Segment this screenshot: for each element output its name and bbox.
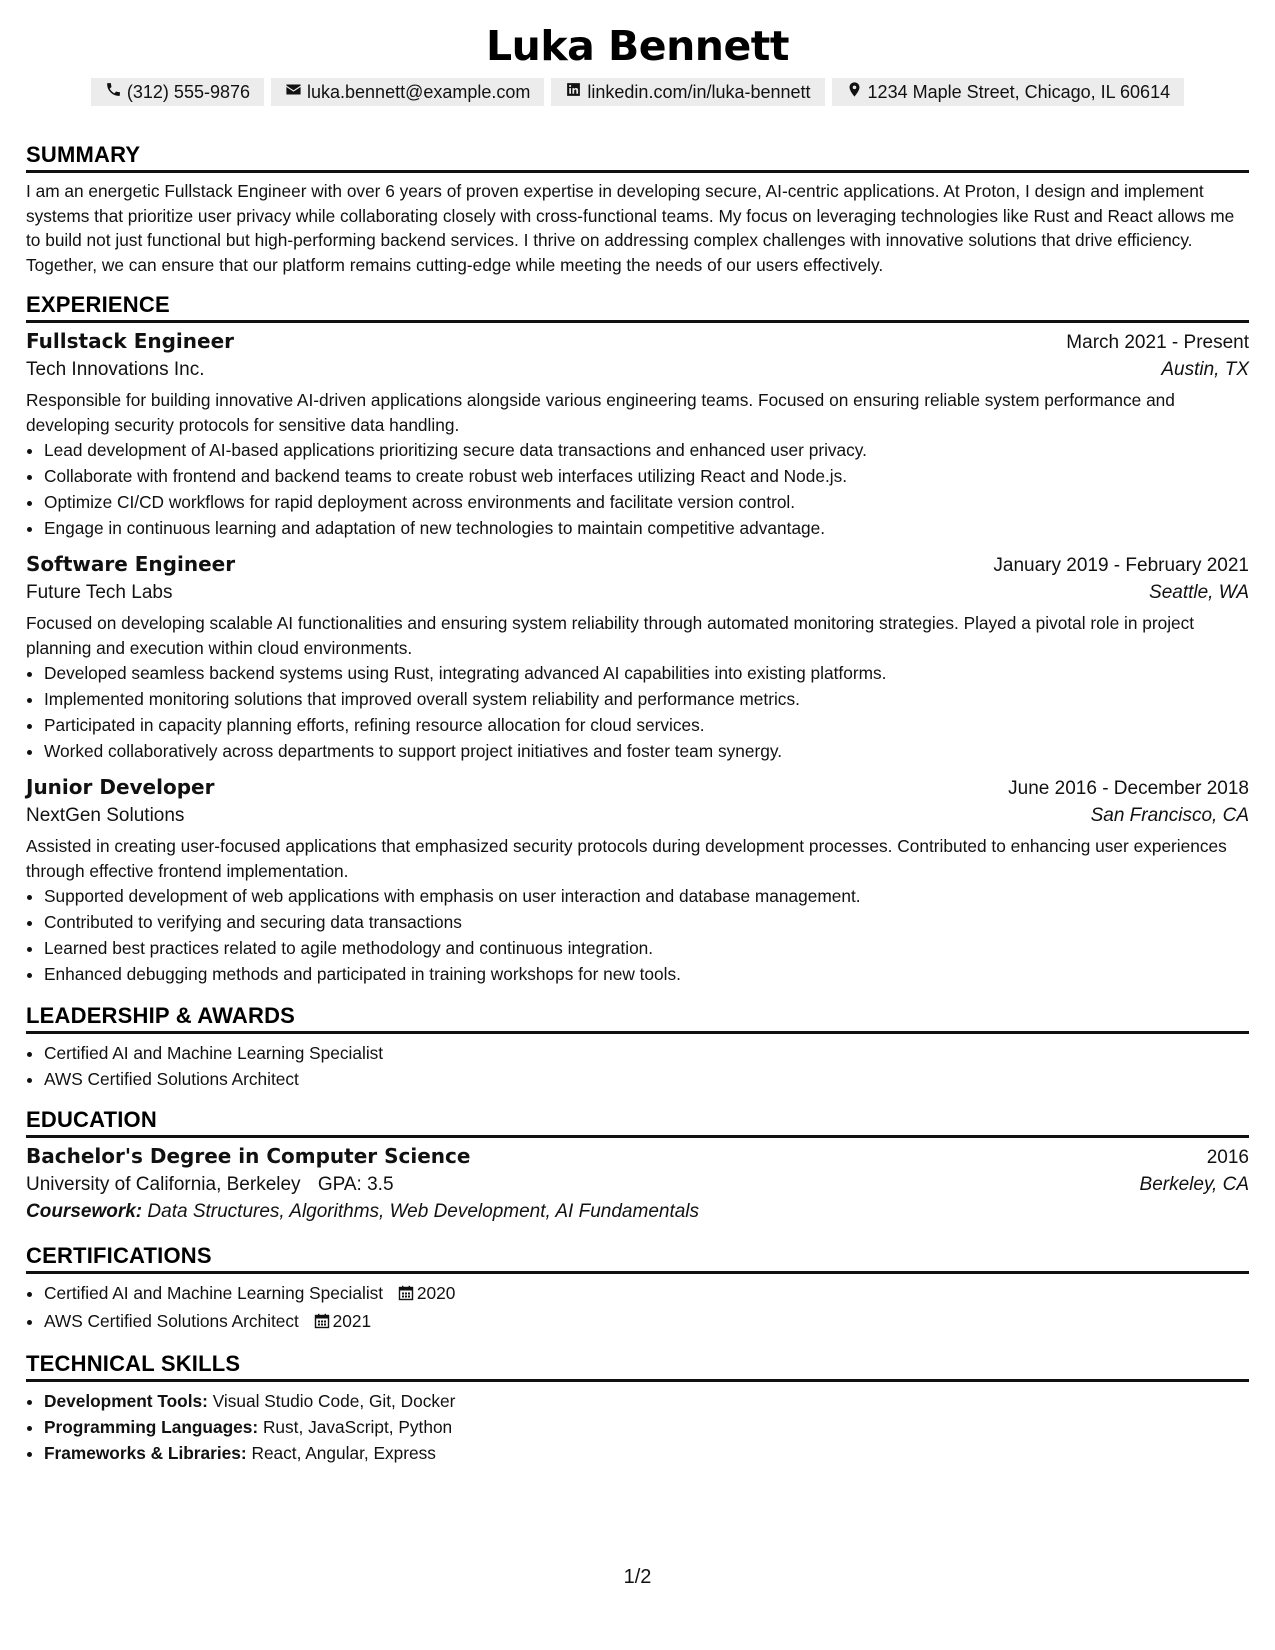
job-dates: June 2016 - December 2018 xyxy=(1008,778,1249,799)
address-chip xyxy=(832,78,1185,106)
list-item: • Collaborate with frontend and backend teams to create robust web interfaces utilizing React and Node.js. xyxy=(44,463,1249,489)
job-subheader xyxy=(26,805,1249,827)
linkedin-text[interactable]: linkedin.com/in/luka-bennett xyxy=(587,82,811,102)
job-company: Tech Innovations Inc. xyxy=(26,359,205,380)
list-item: • Contributed to verifying and securing data transactions xyxy=(44,909,1249,935)
linkedin-icon xyxy=(565,80,582,104)
certifications-list xyxy=(26,1280,1249,1336)
job-entry xyxy=(26,329,1249,541)
job-title: Junior Developer xyxy=(26,775,215,799)
phone-text: (312) 555-9876 xyxy=(126,82,250,102)
job-location: Austin, TX xyxy=(1161,359,1249,380)
calendar-icon xyxy=(314,1310,330,1336)
job-header xyxy=(26,552,1249,577)
list-item: • Supported development of web applications with emphasis on user interaction and database management. xyxy=(44,883,1249,909)
experience-section xyxy=(26,292,1249,987)
job-description: Focused on developing scalable AI functionalities and ensuring system reliability through automated monitoring strategies. Played a pivotal role in project planning and execution within cloud environments. xyxy=(26,613,1195,658)
education-header xyxy=(26,1144,1249,1169)
linkedin-chip[interactable] xyxy=(551,78,824,106)
list-item: • AWS Certified Solutions Architect xyxy=(44,1066,1249,1092)
degree: Bachelor's Degree in Computer Science xyxy=(26,1144,471,1168)
list-item: • Optimize CI/CD workflows for rapid deployment across environments and facilitate version control. xyxy=(44,489,1249,515)
skill-value: Rust, JavaScript, Python xyxy=(262,1417,453,1437)
list-item: • Developed seamless backend systems using Rust, integrating advanced AI capabilities into existing platforms. xyxy=(44,660,1249,686)
job-location: San Francisco, CA xyxy=(1090,805,1249,826)
leadership-section xyxy=(26,1003,1249,1092)
skills-section xyxy=(26,1351,1249,1466)
job-title: Fullstack Engineer xyxy=(26,329,234,353)
candidate-name: Luka Bennett xyxy=(486,22,789,70)
job-bullets xyxy=(26,437,1249,541)
list-item: • Learned best practices related to agile methodology and continuous integration. xyxy=(44,935,1249,961)
school-location: Berkeley, CA xyxy=(1139,1174,1249,1195)
skills-heading: TECHNICAL SKILLS xyxy=(26,1351,1249,1382)
job-company: NextGen Solutions xyxy=(26,805,185,826)
skill-value: React, Angular, Express xyxy=(251,1443,436,1463)
coursework-list: Data Structures, Algorithms, Web Development, AI Fundamentals xyxy=(147,1201,700,1222)
skill-label: Programming Languages: xyxy=(44,1417,259,1437)
job-bullets xyxy=(26,883,1249,987)
leadership-list xyxy=(26,1040,1249,1092)
job-header xyxy=(26,329,1249,354)
list-item: • Certified AI and Machine Learning Specialist xyxy=(44,1040,1249,1066)
education-section xyxy=(26,1107,1249,1223)
job-title: Software Engineer xyxy=(26,552,236,576)
envelope-icon xyxy=(285,80,302,104)
job-entry xyxy=(26,775,1249,987)
phone-icon xyxy=(105,80,122,104)
job-header xyxy=(26,775,1249,800)
job-dates: March 2021 - Present xyxy=(1066,332,1249,353)
job-subheader xyxy=(26,582,1249,604)
list-item: • Lead development of AI-based applications prioritizing secure data transactions and enhanced user privacy. xyxy=(44,437,1249,463)
skill-label: Development Tools: xyxy=(44,1391,208,1411)
experience-heading: EXPERIENCE xyxy=(26,292,1249,323)
job-dates: January 2019 - February 2021 xyxy=(993,555,1249,576)
education-heading: EDUCATION xyxy=(26,1107,1249,1138)
skills-list xyxy=(26,1388,1249,1466)
list-item: • Participated in capacity planning efforts, refining resource allocation for cloud services. xyxy=(44,712,1249,738)
skill-label: Frameworks & Libraries: xyxy=(44,1443,247,1463)
email-text[interactable]: luka.bennett@example.com xyxy=(307,82,531,102)
job-subheader xyxy=(26,359,1249,381)
page-number: 1/2 xyxy=(623,1566,652,1588)
certifications-heading: CERTIFICATIONS xyxy=(26,1243,1249,1274)
certification-name: AWS Certified Solutions Architect xyxy=(44,1311,299,1331)
certifications-section xyxy=(26,1243,1249,1336)
email-chip[interactable] xyxy=(271,78,544,106)
job-description: Responsible for building innovative AI-driven applications alongside various engineering teams. Focused on ensuring reliable system performance and developing security protocols for sensitive data handling. xyxy=(26,390,1175,435)
calendar-icon xyxy=(398,1282,414,1308)
list-item: • Engage in continuous learning and adaptation of new technologies to maintain competitive advantage. xyxy=(44,515,1249,541)
school-line xyxy=(26,1174,394,1196)
summary-heading: SUMMARY xyxy=(26,142,1249,173)
list-item: • Worked collaboratively across departments to support project initiatives and foster team synergy. xyxy=(44,738,1249,764)
map-pin-icon xyxy=(846,80,863,104)
coursework-label: Coursework: xyxy=(26,1201,143,1222)
skill-value: Visual Studio Code, Git, Docker xyxy=(212,1391,456,1411)
phone-chip xyxy=(91,78,264,106)
certification-year: 2020 xyxy=(416,1283,456,1303)
education-subheader xyxy=(26,1174,1249,1196)
job-company: Future Tech Labs xyxy=(26,582,173,603)
job-entry xyxy=(26,552,1249,764)
certification-year: 2021 xyxy=(332,1311,372,1331)
job-description: Assisted in creating user-focused applications that emphasized security protocols during development processes. Contributed to enhancing user experiences through effective frontend implementation. xyxy=(26,836,1227,881)
address-text: 1234 Maple Street, Chicago, IL 60614 xyxy=(867,82,1171,102)
list-item xyxy=(44,1280,1249,1308)
list-item xyxy=(44,1388,1249,1414)
list-item: • Implemented monitoring solutions that improved overall system reliability and performance metrics. xyxy=(44,686,1249,712)
contact-row xyxy=(26,78,1249,106)
list-item: • Enhanced debugging methods and participated in training workshops for new tools. xyxy=(44,961,1249,987)
school-name: University of California, Berkeley xyxy=(26,1174,301,1195)
leadership-heading: LEADERSHIP & AWARDS xyxy=(26,1003,1249,1034)
summary-section xyxy=(26,142,1249,277)
list-item xyxy=(44,1440,1249,1466)
coursework xyxy=(26,1201,1249,1223)
graduation-year: 2016 xyxy=(1206,1147,1249,1168)
certification-name: Certified AI and Machine Learning Specialist xyxy=(44,1283,384,1303)
job-location: Seattle, WA xyxy=(1149,582,1249,603)
resume-page xyxy=(26,0,1249,1466)
job-bullets xyxy=(26,660,1249,764)
list-item xyxy=(44,1308,1249,1336)
list-item xyxy=(44,1414,1249,1440)
summary-text: I am an energetic Fullstack Engineer with over 6 years of proven expertise in developing secure, AI-centric applications. At Proton, I design and implement systems that prioritize user privacy while collaborating closely with cross-functional teams. My focus on leveraging technologies like Rust and React allows me to build not just functional but high-performing backend services. I thrive on addressing complex challenges with innovative solutions that drive efficiency. Together, we can ensure that our platform remains cutting-edge while meeting the needs of our users effectively. xyxy=(26,181,1235,275)
gpa: GPA: 3.5 xyxy=(317,1174,394,1195)
